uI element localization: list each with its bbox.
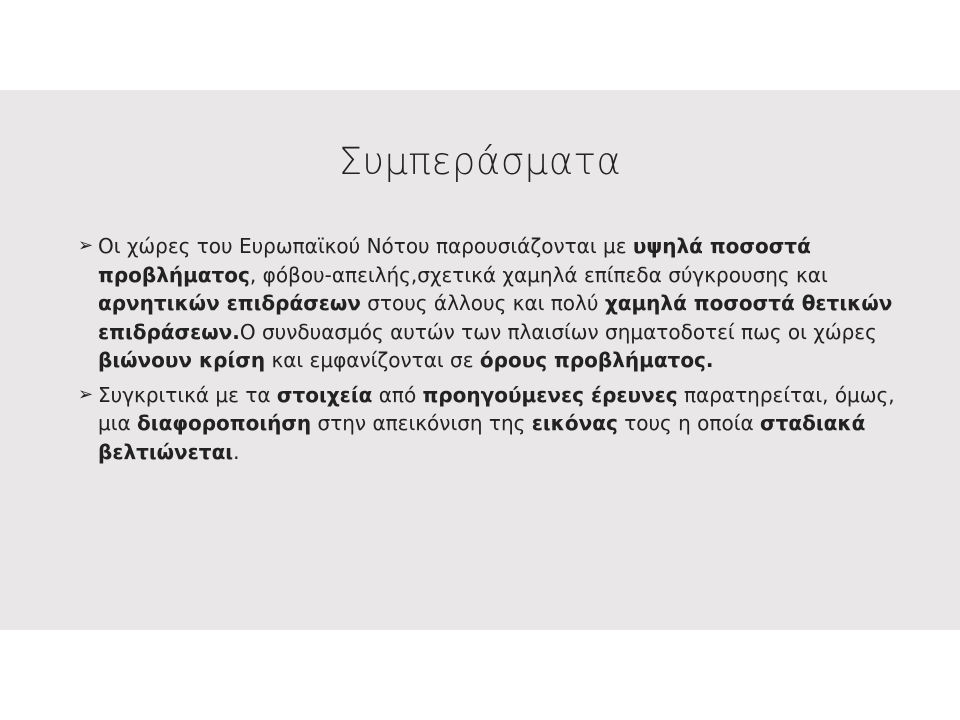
slide bbox=[0, 90, 960, 630]
bullet-text: Οι χώρες του Ευρωπαϊκού Νότου παρουσιάζονται με υψηλά ποσοστά προβλήματος, φόβου-απειλής,σχετικά χαμηλά επίπεδα σύγκρουσης και αρνητικών επιδράσεων στους άλλους και πολύ χαμηλά ποσοστά θετικών επιδράσεων.Ο συνδυασμός αυτών των πλαισίων σηματοδοτεί πως οι χώρες βιώνουν κρίση και εμφανίζονται σε όρους προβλήματος. bbox=[98, 234, 893, 372]
bullet-text: Συγκριτικά με τα στοιχεία από προηγούμενες έρευνες παρατηρείται, όμως, μια διαφοροποιήση στην απεικόνιση της εικόνας τους η οποία σταδιακά βελτιώνεται. bbox=[98, 382, 895, 464]
slide-title: Συμπεράσματα bbox=[338, 140, 622, 183]
bullet-point bbox=[78, 232, 908, 375]
arrow-bullet-icon: ➢ bbox=[78, 383, 94, 405]
slide-content bbox=[78, 232, 908, 472]
bullet-point bbox=[78, 381, 908, 467]
arrow-bullet-icon: ➢ bbox=[78, 235, 94, 256]
